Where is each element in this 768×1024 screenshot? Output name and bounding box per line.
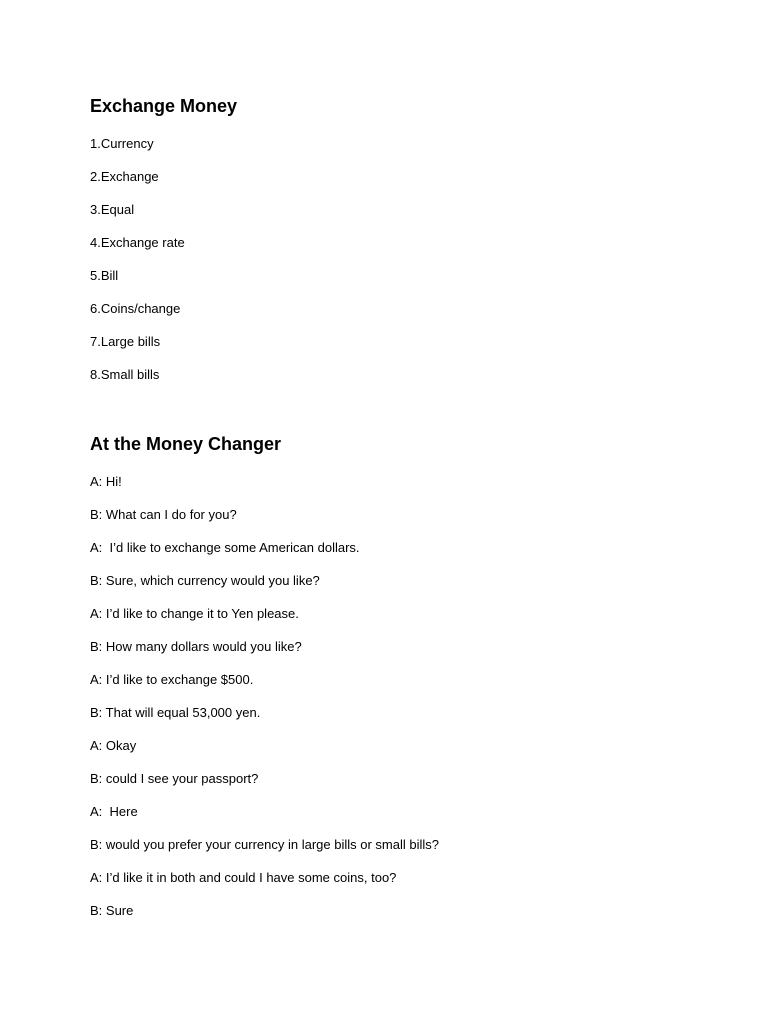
vocabulary-item: 7.Large bills — [90, 334, 161, 349]
vocabulary-item: 4.Exchange rate — [90, 235, 185, 250]
dialogue-line: B: Sure — [90, 903, 134, 918]
dialogue-line: B: How many dollars would you like? — [90, 639, 302, 654]
vocabulary-item: 3.Equal — [90, 202, 135, 217]
section-heading-money-changer: At the Money Changer — [90, 434, 282, 454]
vocabulary-item: 5.Bill — [90, 268, 119, 283]
dialogue-line: B: That will equal 53,000 yen. — [90, 705, 261, 720]
dialogue-line: A: Hi! — [90, 474, 122, 489]
dialogue-line: B: would you prefer your currency in large bills or small bills? — [90, 837, 439, 852]
dialogue-line: A: I’d like to exchange some American dollars. — [90, 540, 360, 555]
dialogue-line: B: could I see your passport? — [90, 771, 259, 786]
document-page — [90, 0, 730, 1024]
dialogue-line: B: Sure, which currency would you like? — [90, 573, 320, 588]
dialogue-line: A: I’d like to change it to Yen please. — [90, 606, 299, 621]
vocabulary-item: 8.Small bills — [90, 367, 160, 382]
dialogue-line: A: I’d like to exchange $500. — [90, 672, 254, 687]
dialogue-line: A: Okay — [90, 738, 137, 753]
vocabulary-item: 1.Currency — [90, 136, 154, 151]
dialogue-line: B: What can I do for you? — [90, 507, 237, 522]
dialogue-line: A: I’d like it in both and could I have some coins, too? — [90, 870, 397, 885]
section-heading-exchange-money: Exchange Money — [90, 96, 238, 116]
dialogue-line: A: Here — [90, 804, 138, 819]
vocabulary-item: 6.Coins/change — [90, 301, 181, 316]
vocabulary-item: 2.Exchange — [90, 169, 159, 184]
